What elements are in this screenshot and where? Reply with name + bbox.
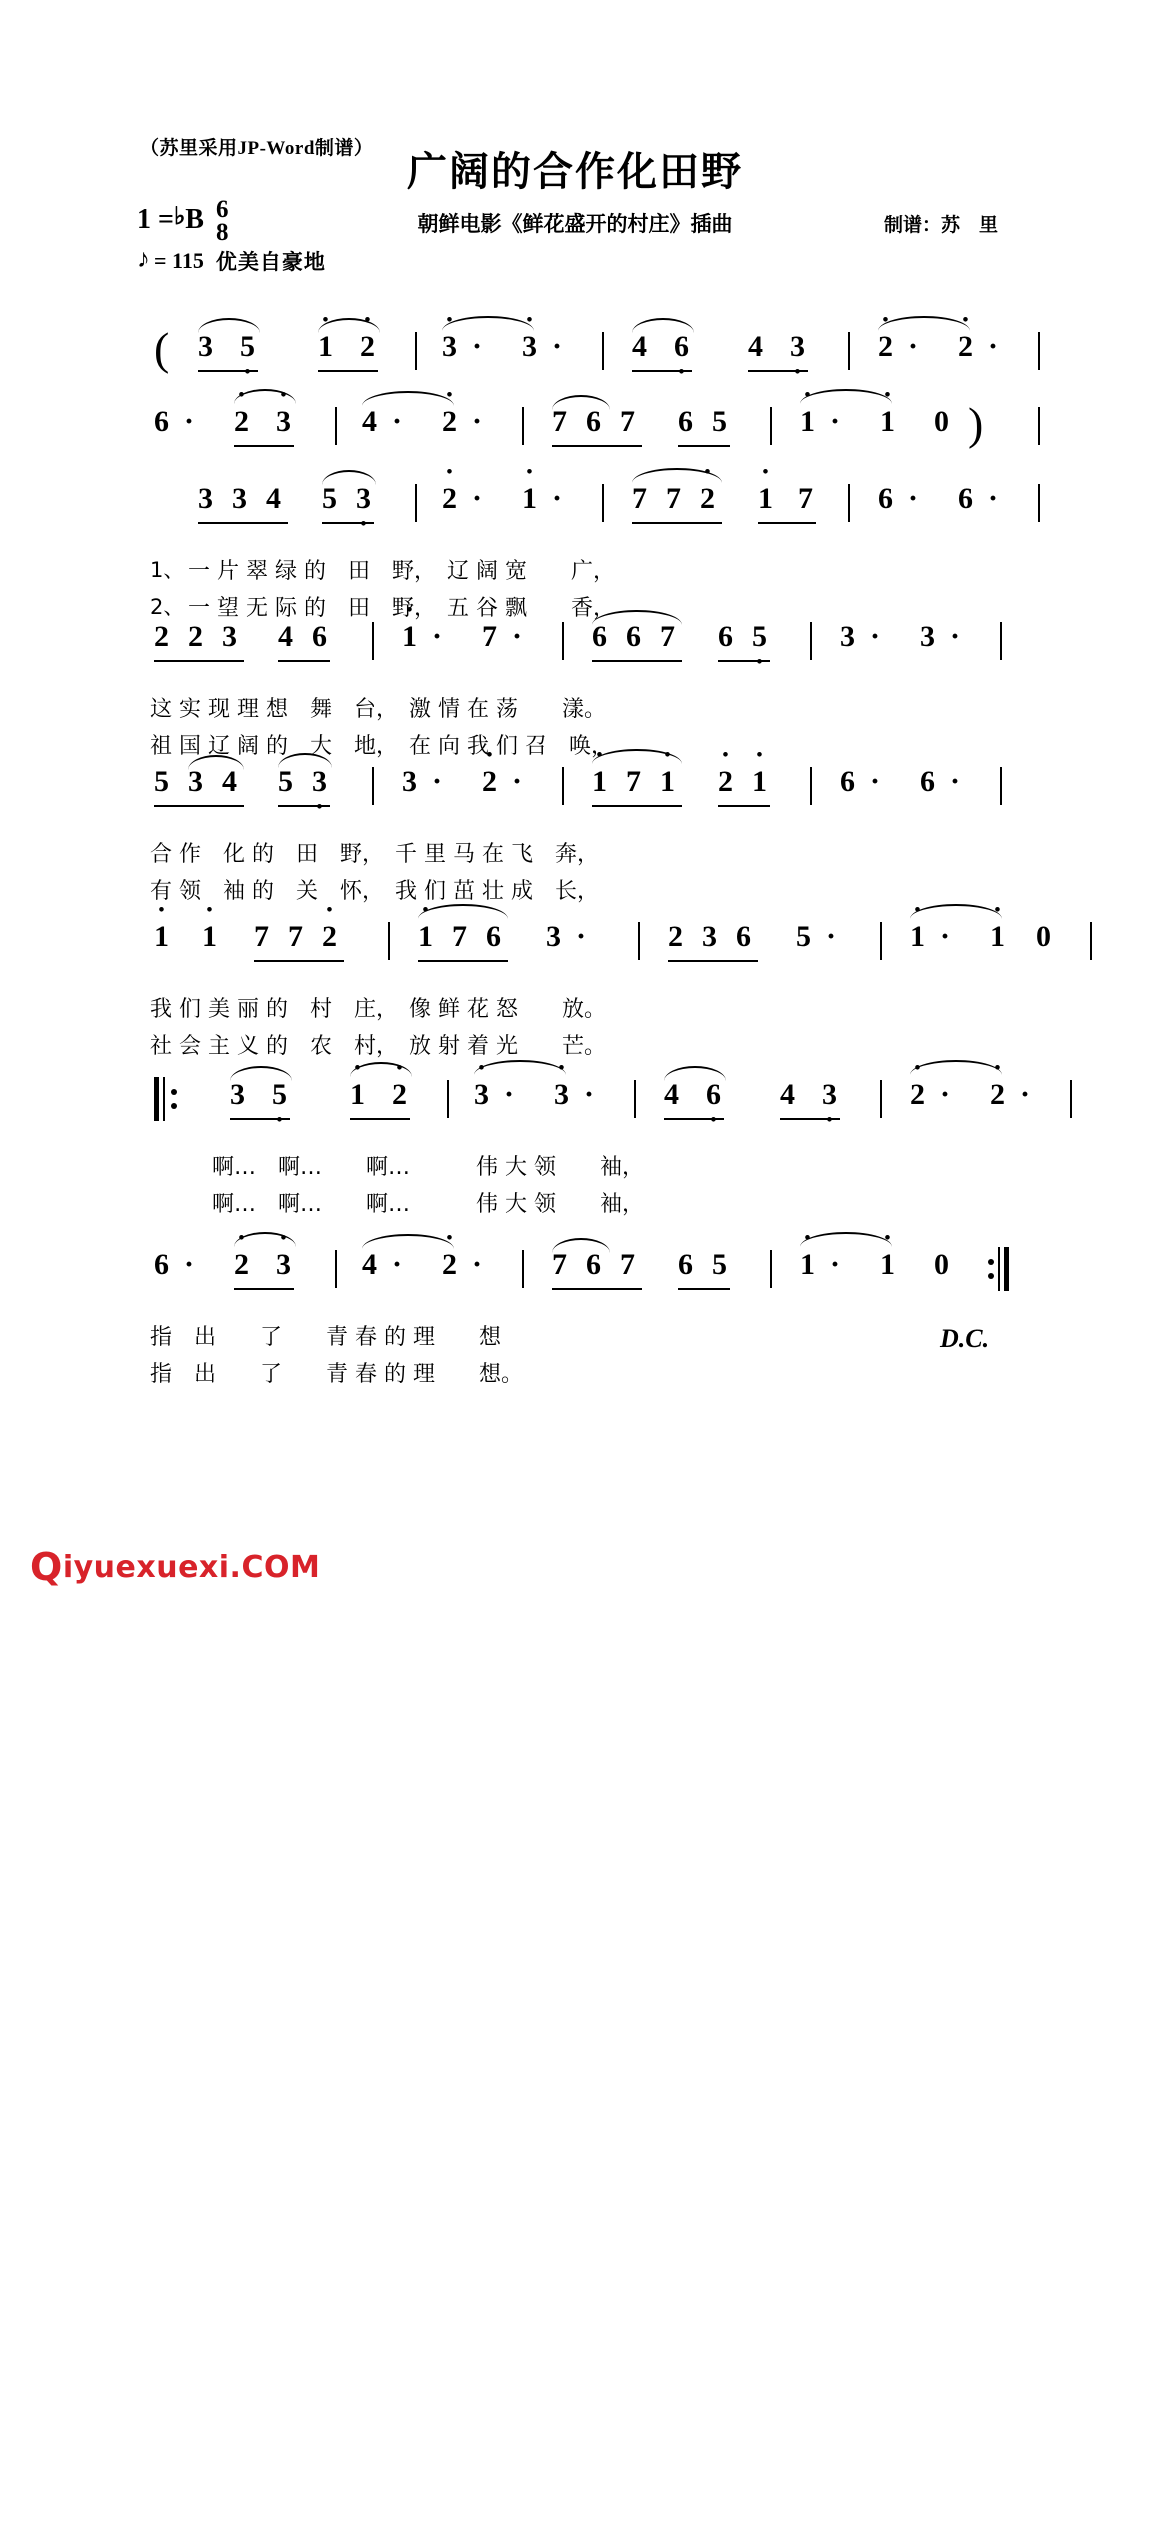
open-paren: ( (154, 323, 170, 374)
music-system-verse-2 (150, 620, 1010, 766)
note-row: ( 3 5 • • 1 • 2 • 3 · • 3 · 4 6 • 4 3 • • 2 · • 2 · (150, 330, 1010, 388)
lyric-row (150, 874, 1010, 911)
lyric-row (150, 837, 1010, 874)
key-and-tempo-block (137, 196, 326, 276)
lyric-row (150, 729, 1010, 766)
note-row: 6 · • 2 • 3 4 · • 2 · 7 6 7 6 5 • 1 · • 1 0 ) (150, 405, 1010, 463)
note-row: 5 3 4 5 3 • 3 · • 2 · • 1 7 • 1 • 2 • 1 6 · 6 · (150, 765, 1010, 823)
watermark-logo: Q (30, 1545, 63, 1589)
music-system-verse-3 (150, 765, 1010, 911)
lyric-text: 一 片 翠 绿 的 田 野， 辽 阔 宽 广， (188, 559, 615, 584)
note-row: 6 · • 2 • 3 4 · • 2 · 7 6 7 6 5 • 1 · • 1 0 (150, 1248, 1010, 1306)
credit-note: （苏里采用JP-Word制谱） (140, 138, 374, 159)
lyric-row (150, 1320, 1010, 1357)
subtitle: 朝鲜电影《鲜花盛开的村庄》插曲 (417, 212, 733, 236)
lyric-row (150, 554, 1010, 591)
key-name: B (185, 204, 204, 235)
verse-number: 1、 (150, 558, 185, 582)
music-system-verse-1 (150, 482, 1010, 628)
lyric-text: 一 望 无 际 的 田 野， 五 谷 飘 香， (188, 596, 615, 621)
site-watermark (30, 1545, 321, 1589)
lyric-row (150, 692, 1010, 729)
flat-symbol: ♭ (173, 203, 186, 230)
lyric-row (150, 1029, 1010, 1066)
tempo-value: = 115 (154, 248, 204, 273)
lyric-text: 指 出 了 青 春 的 理 想 (150, 1325, 501, 1350)
verse-number: 2、 (150, 595, 185, 619)
key-label: 1 = (137, 204, 174, 235)
lyric-text: 有 领 袖 的 关 怀， 我 们 茁 壮 成 长， (150, 879, 599, 904)
lyric-row (150, 992, 1010, 1029)
note-row: 3 3 4 5 3 • • 2 · • 1 · 7 7 • 2 • 1 7 6 · 6 · (150, 482, 1010, 540)
lyric-row (150, 1357, 1010, 1394)
eighth-note-icon: ♪ (137, 244, 150, 273)
repeat-start-barline (154, 1077, 214, 1121)
meter-denominator: 8 (215, 219, 229, 246)
tempo-mood: 优美自豪地 (215, 250, 326, 274)
music-system-intro-1 (150, 323, 1010, 388)
lyric-text: 指 出 了 青 春 的 理 想。 (150, 1362, 523, 1387)
music-system-intro-2 (150, 398, 1010, 463)
note-row: • 1 • 1 7 7 • 2 • 1 7 6 3 · 2 3 6 5 · • 1 · • 1 0 (150, 920, 1010, 978)
lyric-row (150, 1150, 1010, 1187)
note-row: 2 2 3 4 6 • 1 · 7 · 6 6 7 6 5 • 3 · 3 · (150, 620, 1010, 678)
dc-marking: D.C. (940, 1324, 990, 1353)
key-signature (137, 196, 326, 246)
repeat-end-barline (988, 1247, 1048, 1291)
note-row: 3 5 • • 1 • 2 • 3 · • 3 · 4 6 • 4 3 • • 2 · • 2 · (150, 1078, 1010, 1136)
lyric-text: 合 作 化 的 田 野， 千 里 马 在 飞 奔， (150, 842, 599, 867)
lyric-text: 社 会 主 义 的 农 村， 放 射 着 光 芒。 (150, 1034, 606, 1059)
music-system-verse-4 (150, 920, 1051, 1066)
lyric-text: 我 们 美 丽 的 村 庄， 像 鲜 花 怒 放。 (150, 997, 606, 1022)
meter-numerator: 6 (215, 196, 229, 223)
lyric-text: 啊… 啊… 啊… 伟 大 领 袖， (212, 1192, 644, 1217)
watermark-text: iyuexuexi.COM (62, 1549, 321, 1585)
music-system-refrain-2 (150, 1248, 1010, 1394)
lyric-text: 啊… 啊… 啊… 伟 大 领 袖， (212, 1155, 644, 1180)
lyric-row (150, 1187, 1010, 1224)
close-paren: ) (968, 398, 984, 449)
music-system-refrain-1 (150, 1078, 1031, 1224)
lyric-text: 祖 国 辽 阔 的 大 地， 在 向 我 们 召 唤， (150, 734, 613, 759)
tempo-marking (137, 246, 326, 276)
time-signature (216, 198, 229, 244)
lyric-text: 这 实 现 理 想 舞 台， 激 情 在 荡 漾。 (150, 697, 606, 722)
arranger-credit: 制谱：苏 里 (883, 215, 998, 236)
page-title: 广阔的合作化田野 (407, 149, 743, 195)
